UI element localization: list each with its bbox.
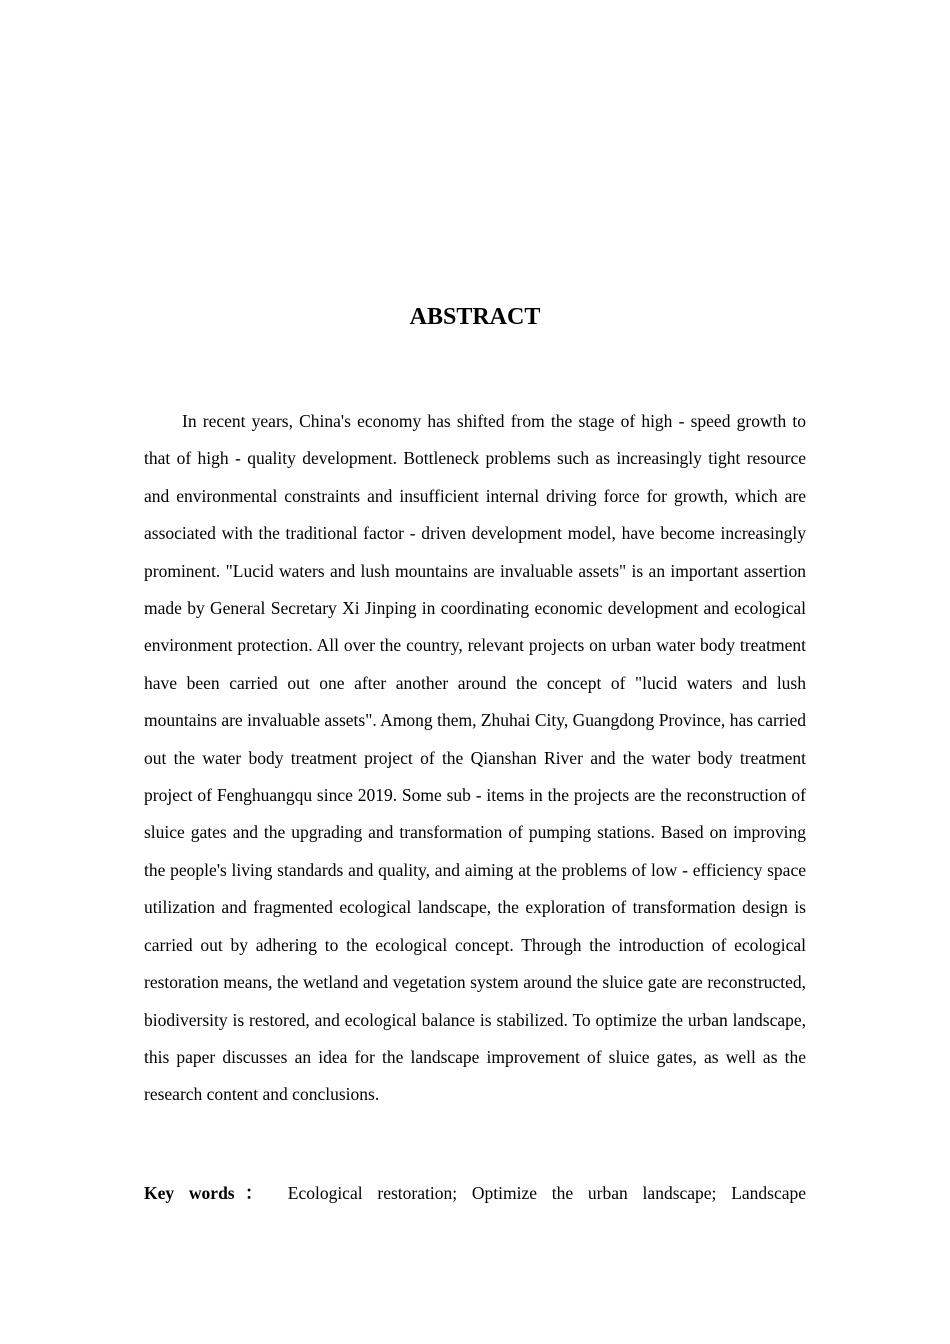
keywords-label: Key words： xyxy=(144,1183,273,1203)
abstract-title: ABSTRACT xyxy=(409,304,541,330)
keywords-line xyxy=(144,1176,806,1210)
keywords-text: Ecological restoration; Optimize the urban landscape; Landscape xyxy=(287,1183,806,1203)
abstract-paragraph: In recent years, China's economy has shifted from the stage of high - speed growth to that of high - quality development. Bottleneck problems such as increasingly tight resource and environmental constraints and insufficient internal driving force for growth, which are associated with the traditional factor - driven development model, have become increasingly prominent. "Lucid waters and lush mountains are invaluable assets" is an important assertion made by General Secretary Xi Jinping in coordinating economic development and ecological environment protection. All over the country, relevant projects on urban water body treatment have been carried out one after another around the concept of "lucid waters and lush mountains are invaluable assets". Among them, Zhuhai City, Guangdong Province, has carried out the water body treatment project of the Qianshan River and the water body treatment project of Fenghuangqu since 2019. Some sub - items in the projects are the reconstruction of sluice gates and the upgrading and transformation of pumping stations. Based on improving the people's living standards and quality, and aiming at the problems of low - efficiency space utilization and fragmented ecological landscape, the exploration of transformation design is carried out by adhering to the ecological concept. Through the introduction of ecological restoration means, the wetland and vegetation system around the sluice gate are reconstructed, biodiversity is restored, and ecological balance is stabilized. To optimize the urban landscape, this paper discusses an idea for the landscape improvement of sluice gates, as well as the research content and conclusions. xyxy=(144,411,806,1105)
